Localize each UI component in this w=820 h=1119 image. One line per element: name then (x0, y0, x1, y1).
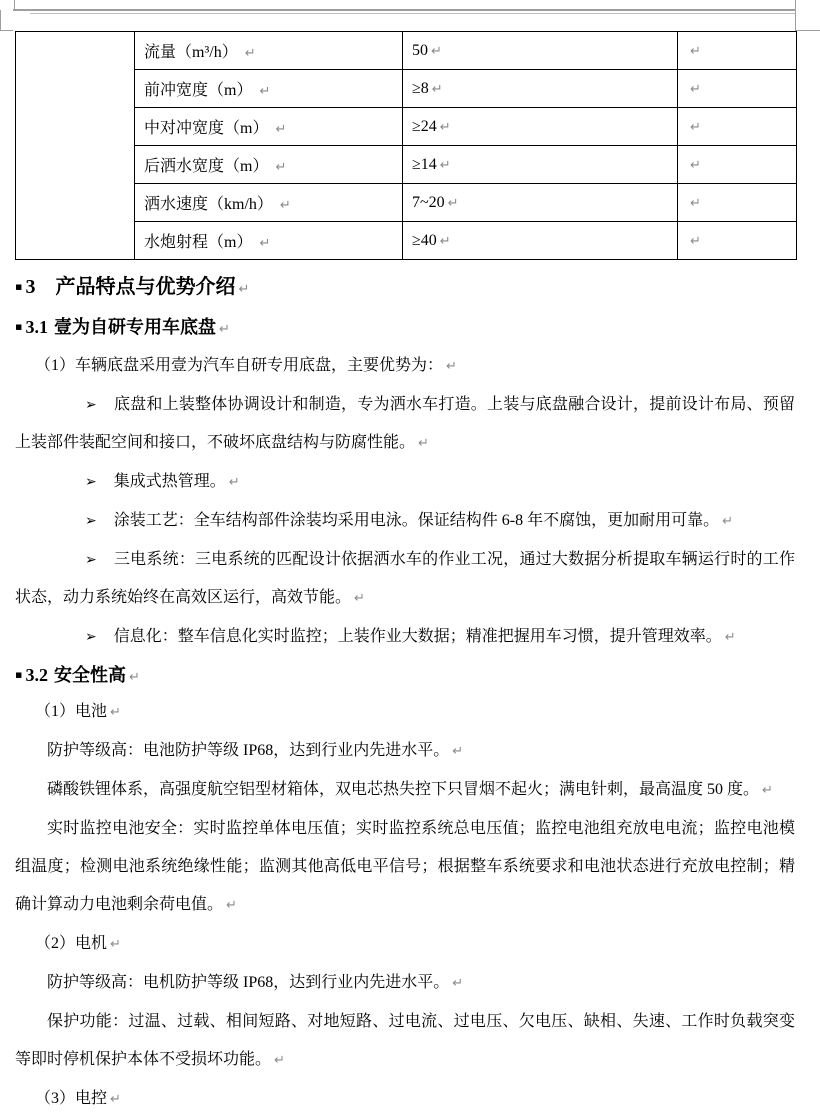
para-motor-ip68 (15, 964, 795, 1003)
spec-value-cell (403, 108, 678, 146)
paragraph-mark-icon: ↵ (128, 670, 140, 685)
paragraph-mark-icon: ↵ (259, 236, 271, 251)
spec-empty-cell (678, 184, 797, 222)
para-battery-monitoring (15, 810, 795, 925)
paragraph-mark-icon: ↵ (244, 46, 256, 61)
spec-label: 水炮射程（m） (144, 234, 253, 251)
heading-number: 3.1 (25, 317, 48, 337)
paragraph-mark-icon: ↵ (690, 157, 701, 173)
paragraph-mark-icon: ↵ (690, 195, 701, 211)
margin-mark-left-tick (14, 0, 15, 9)
paragraph-mark-icon: ↵ (418, 436, 429, 451)
spec-label-cell (135, 184, 403, 222)
paragraph-mark-icon: ↵ (431, 43, 442, 59)
paragraph-mark-icon: ↵ (690, 119, 701, 135)
para-battery-lfp (15, 771, 795, 810)
para-text: 涂装工艺：全车结构部件涂装均采用电泳。保证结构件 6-8 年不腐蚀，更加耐用可靠。 (113, 512, 720, 529)
arrow-bullet-icon: ➢ (85, 552, 97, 568)
section-heading-3-2 (15, 657, 795, 693)
paragraph-mark-icon: ↵ (238, 282, 250, 297)
margin-mark-left-vertical (0, 10, 1, 30)
paragraph-mark-icon: ↵ (724, 630, 736, 645)
paragraph-mark-icon: ↵ (275, 160, 287, 175)
paragraph-mark-icon: ↵ (690, 43, 701, 59)
spec-label: 前冲宽度（m） (144, 82, 253, 99)
para-text: （1）电池 (35, 703, 108, 720)
spec-label: 后洒水宽度（m） (144, 158, 269, 175)
arrow-bullet-icon: ➢ (85, 513, 97, 529)
spec-label-cell (135, 222, 403, 260)
paragraph-mark-icon: ↵ (690, 233, 701, 249)
para-text: 信息化：整车信息化实时监控；上装作业大数据；精准把握用车习惯，提升管理效率。 (113, 628, 722, 645)
spec-label: 洒水速度（km/h） (144, 196, 273, 213)
para-battery-ip68 (15, 732, 795, 771)
paragraph-mark-icon: ↵ (259, 84, 271, 99)
table-row (16, 32, 797, 70)
spec-value: ≥24 (412, 117, 437, 135)
spec-value: 7~20 (412, 193, 445, 211)
paragraph-mark-icon: ↵ (275, 122, 287, 137)
spec-label: 中对冲宽度（m） (144, 120, 269, 137)
para-text: （3）电控 (35, 1090, 108, 1107)
spec-label-cell (135, 108, 403, 146)
spec-label-cell (135, 32, 403, 70)
bullet-item-three-electric (15, 541, 795, 618)
spec-label: 流量（m³/h） (144, 44, 238, 61)
spec-empty-cell (678, 146, 797, 184)
paragraph-mark-icon: ↵ (446, 359, 457, 374)
spec-value: ≥14 (412, 155, 437, 173)
para-ecu-heading (15, 1080, 795, 1119)
spec-value: ≥8 (412, 79, 429, 97)
paragraph-mark-icon: ↵ (110, 1092, 121, 1107)
spec-empty-cell (678, 32, 797, 70)
bullet-item-coating (15, 502, 795, 541)
paragraph-mark-icon: ↵ (762, 783, 773, 798)
spec-value-cell (403, 146, 678, 184)
para-text: （2）电机 (35, 935, 108, 952)
spec-merged-left-cell (16, 32, 135, 260)
arrow-bullet-icon: ➢ (85, 397, 97, 413)
paragraph-mark-icon: ↵ (354, 591, 365, 606)
para-text: 防护等级高：电机防护等级 IP68，达到行业内先进水平。 (47, 974, 450, 991)
spec-value: 50 (412, 41, 428, 59)
paragraph-mark-icon: ↵ (226, 898, 237, 913)
spec-label-cell (135, 146, 403, 184)
paragraph-mark-icon: ↵ (439, 233, 451, 249)
margin-mark-right-horizontal (795, 30, 820, 31)
para-text: 防护等级高：电池防护等级 IP68，达到行业内先进水平。 (47, 742, 450, 759)
paragraph-mark-icon: ↵ (452, 976, 464, 991)
para-text: 磷酸铁锂体系，高强度航空铝型材箱体，双电芯热失控下只冒烟不起火；满电针刺，最高温度 50 度。 (47, 781, 760, 798)
document-body (15, 259, 795, 1119)
paragraph-mark-icon: ↵ (452, 744, 464, 759)
para-text: 三电系统：三电系统的匹配设计依据洒水车的作业工况，通过大数据分析提取车辆运行时的工作状态，动力系统始终在高效区运行，高效节能。 (15, 551, 795, 606)
paragraph-mark-icon: ↵ (110, 705, 121, 720)
margin-mark-left-horizontal (0, 30, 13, 31)
heading-number: 3.2 (25, 665, 48, 685)
arrow-bullet-icon: ➢ (85, 629, 97, 645)
heading-title: 安全性高 (53, 665, 126, 685)
section-heading-3-1 (15, 307, 795, 347)
para-text: 集成式热管理。 (113, 473, 226, 490)
spec-empty-cell (678, 108, 797, 146)
spec-empty-cell (678, 222, 797, 260)
bullet-item-thermal (15, 463, 795, 502)
paragraph-mark-icon: ↵ (110, 937, 121, 952)
section-heading-3 (15, 267, 795, 307)
paragraph-mark-icon: ↵ (439, 157, 451, 173)
bullet-item-informatization (15, 618, 795, 657)
heading-style-square-icon: ▪ (15, 320, 23, 333)
heading-title: 壹为自研专用车底盘 (53, 317, 216, 337)
paragraph-mark-icon: ↵ (439, 119, 451, 135)
heading-style-square-icon: ▪ (15, 280, 23, 293)
para-text: 保护功能：过温、过载、相间短路、对地短路、过电流、过电压、欠电压、缺相、失速、工作时负载突变等即时停机保护本体不受损坏功能。 (15, 1013, 795, 1068)
paragraph-mark-icon: ↵ (447, 195, 459, 211)
spec-label-cell (135, 70, 403, 108)
spec-value-cell (403, 222, 678, 260)
margin-mark-right-vertical (795, 0, 796, 31)
spec-value: ≥40 (412, 231, 437, 249)
para-text: 底盘和上装整体协调设计和制造，专为洒水车打造。上装与底盘融合设计，提前设计布局、预留上装部件装配空间和接口，不破坏底盘结构与防腐性能。 (15, 396, 795, 451)
para-battery-heading (15, 693, 795, 732)
paragraph-mark-icon: ↵ (228, 475, 240, 490)
spec-value-cell (403, 70, 678, 108)
spec-empty-cell (678, 70, 797, 108)
page-break-line-2 (30, 13, 795, 14)
paragraph-mark-icon: ↵ (690, 81, 701, 97)
para-motor-heading (15, 925, 795, 964)
arrow-bullet-icon: ➢ (85, 474, 97, 490)
para-text: 实时监控电池安全：实时监控单体电压值；实时监控系统总电压值；监控电池组充放电电流；监控电池模组温度；检测电池系统绝缘性能；监测其他高低电平信号；根据整车系统要求和电池状态进行充放电控制；精确计算动力电池剩余荷电值。 (15, 820, 795, 913)
paragraph-mark-icon: ↵ (279, 198, 291, 213)
spec-value-cell (403, 32, 678, 70)
para-text: （1）车辆底盘采用壹为汽车自研专用底盘，主要优势为： (35, 357, 444, 374)
paragraph-mark-icon: ↵ (218, 322, 230, 337)
para-motor-protection (15, 1003, 795, 1080)
heading-title: 产品特点与优势介绍 (55, 276, 236, 298)
paragraph-mark-icon: ↵ (722, 514, 733, 529)
page-break-line (13, 9, 795, 11)
heading-number: 3 (25, 276, 36, 298)
spec-table (15, 31, 797, 260)
para-chassis-intro (15, 347, 795, 386)
spec-value-cell (403, 184, 678, 222)
bullet-item-chassis-design (15, 386, 795, 463)
paragraph-mark-icon: ↵ (431, 81, 443, 97)
heading-style-square-icon: ▪ (15, 668, 23, 681)
paragraph-mark-icon: ↵ (274, 1053, 285, 1068)
